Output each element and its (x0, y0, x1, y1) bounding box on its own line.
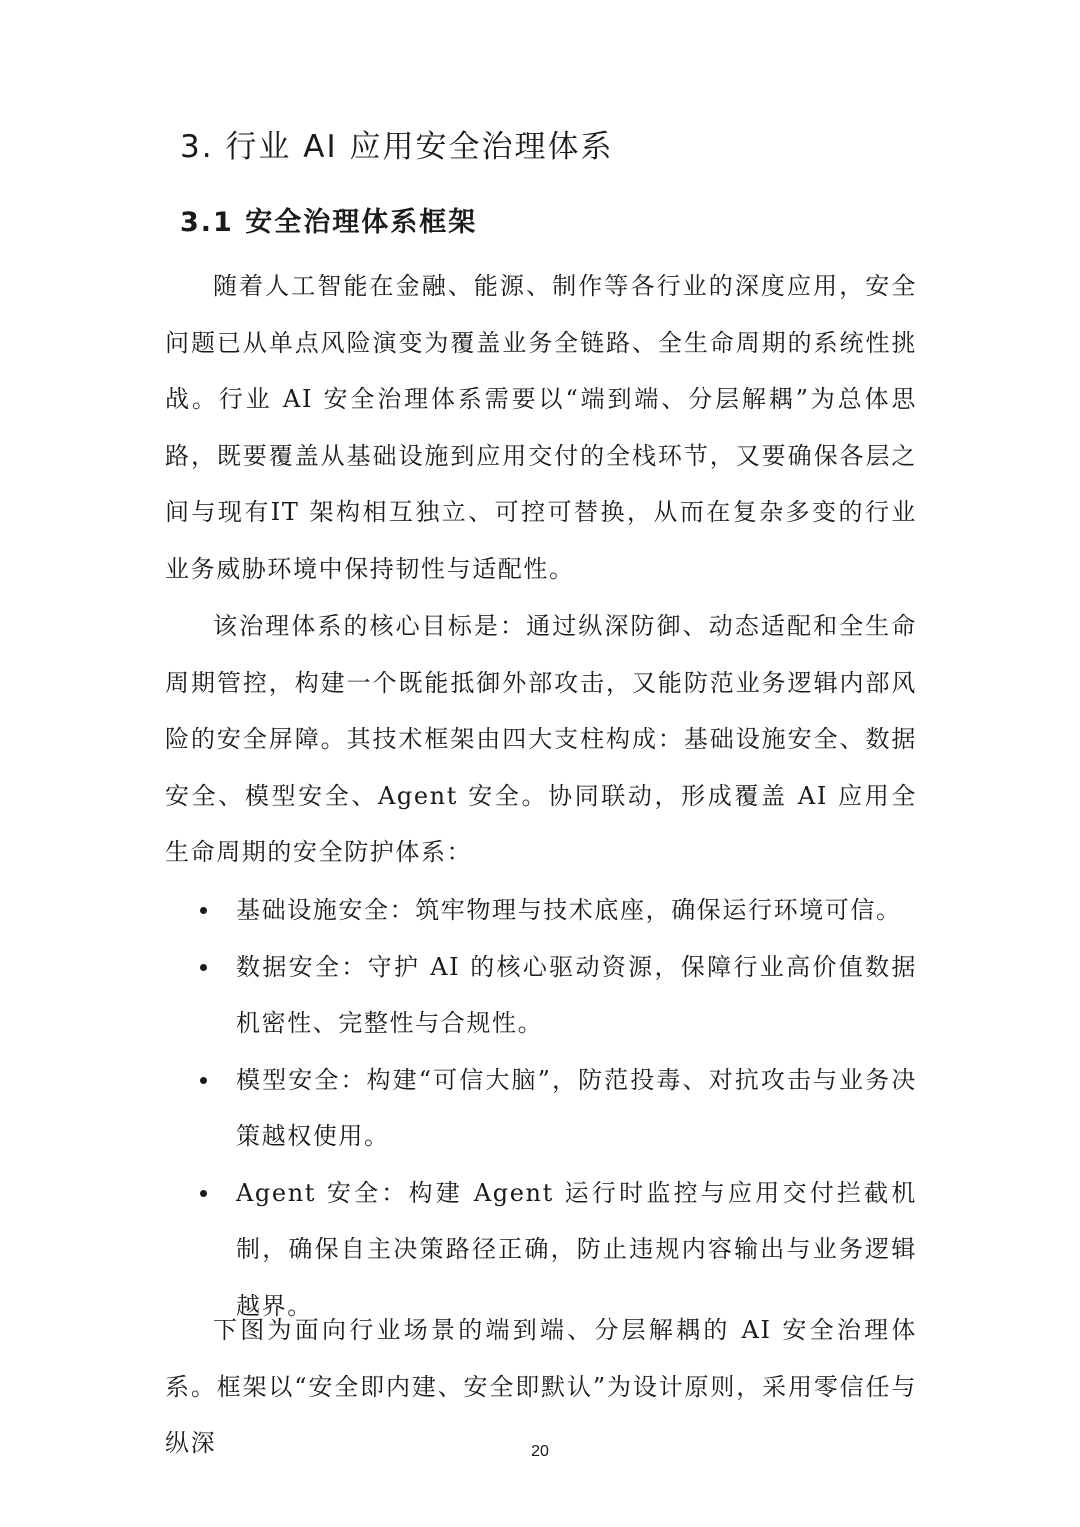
page-number: 20 (531, 1443, 549, 1460)
list-item-text: 模型安全：构建“可信大脑”，防范投毒、对抗攻击与业务决策越权使用。 (236, 1065, 917, 1150)
closing-paragraph: 下图为面向行业场景的端到端、分层解耦的 AI 安全治理体系。框架以“安全即内建、安全即默认”为设计原则，采用零信任与纵深 (165, 1316, 917, 1457)
list-item (196, 1052, 917, 1165)
list-item (196, 882, 917, 939)
pillar-list (196, 882, 917, 1334)
subsection-heading: 3.1 安全治理体系框架 (180, 207, 478, 238)
bullet-dot-icon (200, 964, 207, 971)
list-item (196, 939, 917, 1052)
list-item-text: 数据安全：守护 AI 的核心驱动资源，保障行业高价值数据机密性、完整性与合规性。 (236, 952, 917, 1037)
bullet-dot-icon (200, 1077, 207, 1084)
bullet-dot-icon (200, 1190, 207, 1197)
bullet-dot-icon (200, 907, 207, 914)
section-heading: 3. 行业 AI 应用安全治理体系 (180, 129, 614, 165)
list-item-text: 基础设施安全：筑牢物理与技术底座，确保运行环境可信。 (236, 896, 902, 924)
goal-paragraph: 该治理体系的核心目标是：通过纵深防御、动态适配和全生命周期管控，构建一个既能抵御外部攻击，又能防范业务逻辑内部风险的安全屏障。其技术框架由四大支柱构成：基础设施安全、数据安全、模型安全、Agent 安全。协同联动，形成覆盖 AI 应用全生命周期的安全防护体系： (165, 612, 917, 866)
intro-paragraph: 随着人工智能在金融、能源、制作等各行业的深度应用，安全问题已从单点风险演变为覆盖业务全链路、全生命周期的系统性挑战。行业 AI 安全治理体系需要以“端到端、分层解耦”为总体思路，既要覆盖从基础设施到应用交付的全栈环节，又要确保各层之间与现有IT 架构相互独立、可控可替换，从而在复杂多变的行业业务威胁环境中保持韧性与适配性。 (165, 272, 917, 583)
list-item-text: Agent 安全：构建 Agent 运行时监控与应用交付拦截机制，确保自主决策路径正确，防止违规内容输出与业务逻辑越界。 (236, 1178, 917, 1320)
